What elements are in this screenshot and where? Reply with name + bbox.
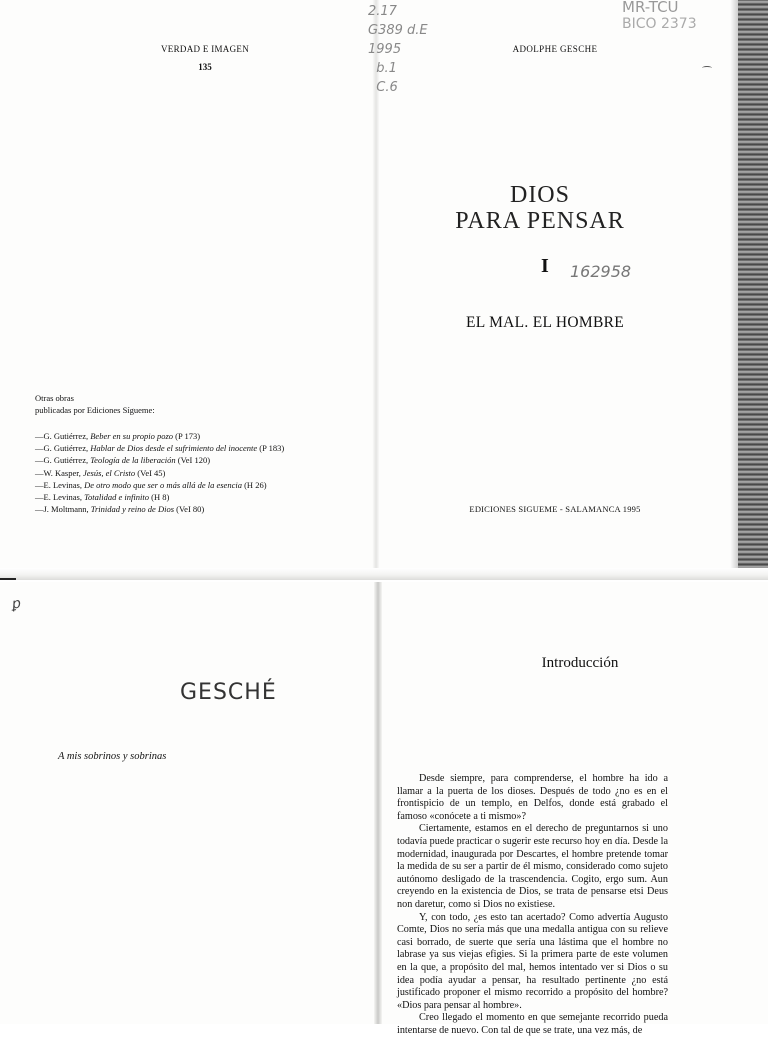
handwritten-author-name: GESCHÉ [180,680,277,705]
otras-item: —G. Gutiérrez, Beber en su propio pozo (P 173) [35,431,201,441]
book-title-line2: PARA PENSAR [455,208,625,234]
bottom-spine [374,582,382,1024]
intro-paragraph: Y, con todo, ¿es esto tan acertado? Como advertía Augusto Comte, Dios no sería más que una medalla antigua con su relieve casi borrado, de suerte que sería una lástima que el hombre no labrase ya sus viejas efigies. Si la primera parte de este volumen en la que, a propósito del mal, hemos intentado ver si Dios o su idea podía ayudar a pensar, ha resultado pertinente ¿no está justificado proponer el mismo recorrido a propósito del hombre? «Dios para pensar al hombre». [397,911,668,1011]
series-number: 135 [198,62,212,72]
volume-number: I [541,255,549,277]
book-author: ADOLPHE GESCHE [512,44,598,54]
scan-tick [0,578,16,580]
handwritten-mark: ꝑ [10,595,22,613]
otras-item: —G. Gutiérrez, Hablar de Dios desde el sufrimiento del inocente (P 183) [35,443,285,454]
otras-title-1: Otras obras [35,393,74,403]
otras-item: —W. Kasper, Jesús, el Cristo (VeI 45) [35,467,166,478]
handwritten-corner-1: MR-TCU [622,0,679,16]
handwritten-corner-2: BICO 2373 [622,16,697,32]
intro-body [397,773,668,1037]
corner-mark [702,66,712,70]
otras-title-2: publicadas por Ediciones Sígueme: [35,405,155,415]
book-subtitle: EL MAL. EL HOMBRE [465,314,625,331]
handwritten-catalog-notes: 2.17 G389 d.E 1995 b.1 C.6 [368,4,428,95]
intro-paragraph: Ciertamente, estamos en el derecho de preguntarnos si uno todavía puede practicar o sugerir este recurso hoy en día. Desde la modernidad, inaugurada por Descartes, el hombre pretende tomar la medida de su ser a partir de él mismo, considerado como sujeto autónomo desligado de la trascendencia. Cogito, ergo sum. Aun creyendo en la existencia de Dios, se trata de pensarse etsi Deus non daretur, como si Dios no existiese. [397,823,668,910]
intro-paragraph: Desde siempre, para comprenderse, el hombre ha ido a llamar a la puerta de los dioses. Después de todo ¿no es en el frontispicio de un templo, en Delfos, donde está grabado el famoso «conócete a ti mismo»? [397,773,668,822]
otras-item: —E. Levinas, Totalidad e infinito (H 8) [35,492,170,503]
handwritten-volume-code: 162958 [570,262,632,281]
page-stack-edge [738,0,768,580]
page-edge-shadow [730,0,738,580]
bottom-left-page [0,582,374,1024]
intro-paragraph: Creo llegado el momento en que semejante recorrido pueda intentarse de nuevo. Con tal de que se trate, una vez más, de [397,1012,668,1036]
intro-heading: Introducción [541,655,619,671]
top-right-page [384,0,738,580]
otras-item: —G. Gutiérrez, Teología de la liberación (VeI 120) [35,455,211,466]
publisher-line: EDICIONES SIGUEME - SALAMANCA 1995 [469,504,641,514]
otras-item: —J. Moltmann, Trinidad y reino de Dios (VeI 80) [35,504,205,515]
book-title-line1: DIOS [509,182,570,208]
otras-obras-list [35,430,375,515]
series-name: VERDAD E IMAGEN [161,44,249,54]
otras-item: —E. Levinas, De otro modo que ser o más allá de la esencia (H 26) [35,479,267,490]
dedication: A mis sobrinos y sobrinas [58,751,167,762]
scan-separator [0,568,768,580]
